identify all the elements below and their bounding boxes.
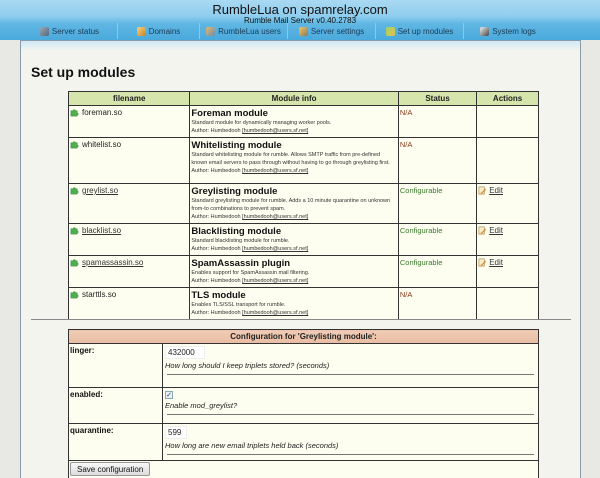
table-row — [69, 288, 539, 320]
config-rule — [167, 374, 534, 375]
module-title: Foreman module — [191, 108, 268, 119]
module-author: Author: Humbedooh [humbedooh@users.sf.net] — [191, 278, 309, 284]
filename-link[interactable]: greylist.so — [82, 186, 119, 195]
filename-link[interactable]: spamassassin.so — [82, 258, 144, 267]
edit-label: Edit — [489, 226, 503, 235]
site-subtitle: Rumble Mail Server v0.40.2783 — [243, 16, 357, 25]
nav-rumblelua-users[interactable] — [200, 23, 288, 39]
site-title: RumbleLua on spamrelay.com — [212, 2, 388, 17]
status-cell — [398, 256, 476, 288]
author-email-link[interactable]: [humbedooh@users.sf.net] — [242, 128, 309, 134]
config-value-cell — [163, 388, 539, 424]
nav-server-settings[interactable] — [288, 23, 376, 39]
modules-table — [68, 91, 539, 320]
status-cell — [398, 106, 476, 138]
module-description: Standard whitelisting module for rumble. Allows SMTP traffic from pre-defined known email servers to pass through without having to go through greylisting first. — [191, 152, 390, 166]
users-icon — [206, 27, 215, 36]
filename-cell — [69, 106, 190, 138]
edit-button[interactable] — [478, 258, 503, 267]
module-author: Author: Humbedooh [humbedooh@users.sf.net] — [191, 128, 309, 134]
author-email-link[interactable]: [humbedooh@users.sf.net] — [242, 214, 309, 220]
actions-cell — [477, 256, 539, 288]
config-label: linger: — [69, 344, 163, 388]
modules-table-header — [69, 92, 539, 106]
table-row — [69, 138, 539, 184]
module-info-cell — [190, 256, 399, 288]
config-row-linger — [69, 344, 539, 388]
actions-cell — [477, 288, 539, 320]
nav-label: Domains — [148, 26, 181, 36]
config-actions-cell — [69, 461, 539, 478]
nav-domains[interactable] — [118, 23, 200, 39]
nav-label: RumbleLua users — [218, 26, 281, 36]
edit-label: Edit — [489, 186, 503, 195]
module-info-cell — [190, 106, 399, 138]
status-cell — [398, 138, 476, 184]
config-rule — [167, 414, 534, 415]
actions-cell — [477, 184, 539, 224]
status-text: N/A — [399, 140, 413, 149]
module-info-cell — [190, 288, 399, 320]
author-email-link[interactable]: [humbedooh@users.sf.net] — [242, 310, 309, 316]
puzzle-piece-icon — [70, 290, 79, 299]
module-description: Standard blacklisting module for rumble. — [191, 238, 290, 244]
puzzle-piece-icon — [70, 226, 79, 235]
edit-label: Edit — [489, 258, 503, 267]
config-row-quarantine — [69, 424, 539, 461]
module-author: Author: Humbedooh [humbedooh@users.sf.net] — [191, 214, 309, 220]
module-description: Enables support for SpamAssassin mail filtering. — [191, 270, 310, 276]
config-value-cell — [163, 344, 539, 388]
config-table — [68, 329, 539, 478]
puzzle-piece-icon — [70, 258, 79, 267]
col-status: Status — [398, 92, 476, 106]
module-author: Author: Humbedooh [humbedooh@users.sf.net] — [191, 168, 309, 174]
config-value-cell — [163, 424, 539, 461]
edit-icon — [478, 258, 487, 267]
nav-set-up-modules[interactable] — [376, 23, 464, 39]
config-row-actions — [69, 461, 539, 478]
config-help: Enable mod_greylist? — [165, 401, 238, 410]
nav-label: Server settings — [310, 26, 365, 36]
nav-system-logs[interactable] — [464, 23, 552, 39]
content-frame — [20, 40, 581, 478]
table-row — [69, 106, 539, 138]
author-email-link[interactable]: [humbedooh@users.sf.net] — [242, 278, 309, 284]
config-rule — [167, 454, 534, 455]
col-filename: filename — [69, 92, 190, 106]
actions-cell — [477, 224, 539, 256]
module-title: Greylisting module — [191, 186, 278, 197]
table-row — [69, 256, 539, 288]
frame-top-gradient — [21, 41, 580, 51]
col-actions: Actions — [477, 92, 539, 106]
server-status-icon — [40, 27, 49, 36]
filename-cell — [69, 184, 190, 224]
author-email-link[interactable]: [humbedooh@users.sf.net] — [242, 168, 309, 174]
config-header: Configuration for 'Greylisting module': — [69, 330, 539, 344]
module-info-cell — [190, 138, 399, 184]
filename-link[interactable]: blacklist.so — [82, 226, 122, 235]
status-cell — [398, 224, 476, 256]
linger-input[interactable] — [165, 346, 205, 359]
enabled-checkbox[interactable]: ✓ — [166, 392, 172, 399]
home-icon — [137, 27, 146, 36]
quarantine-input[interactable] — [165, 426, 187, 439]
page-title: Set up modules — [31, 64, 136, 80]
actions-cell — [477, 138, 539, 184]
nav-label: Set up modules — [397, 26, 454, 36]
filename-cell — [69, 256, 190, 288]
filename-cell — [69, 288, 190, 320]
modules-icon — [386, 27, 395, 36]
config-row-enabled — [69, 388, 539, 424]
filename: foreman.so — [82, 108, 123, 117]
filename-cell — [69, 224, 190, 256]
edit-icon — [478, 186, 487, 195]
status-text: Configurable — [399, 186, 443, 195]
module-title: TLS module — [191, 290, 246, 301]
actions-cell — [477, 106, 539, 138]
status-text: N/A — [399, 290, 413, 299]
nav-server-status[interactable] — [22, 23, 118, 39]
author-email-link[interactable]: [humbedooh@users.sf.net] — [242, 246, 309, 252]
table-row — [69, 184, 539, 224]
edit-icon — [478, 226, 487, 235]
config-help: How long are new email triplets held back (seconds) — [165, 441, 339, 450]
status-cell — [398, 184, 476, 224]
col-module-info: Module info — [190, 92, 399, 106]
filename-cell — [69, 138, 190, 184]
nav-label: System logs — [492, 26, 536, 36]
module-title: SpamAssassin plugin — [191, 258, 291, 269]
save-configuration-button[interactable]: Save configuration — [70, 462, 150, 476]
nav-label: Server status — [51, 26, 100, 36]
puzzle-piece-icon — [70, 186, 79, 195]
status-cell — [398, 288, 476, 320]
status-text: Configurable — [399, 258, 443, 267]
puzzle-piece-icon — [70, 108, 79, 117]
module-title: Whitelisting module — [191, 140, 282, 151]
puzzle-piece-icon — [70, 140, 79, 149]
status-text: Configurable — [399, 226, 443, 235]
module-info-cell — [190, 224, 399, 256]
section-divider — [31, 319, 571, 320]
edit-button[interactable] — [478, 226, 503, 235]
module-author: Author: Humbedooh [humbedooh@users.sf.net] — [191, 246, 309, 252]
module-description: Enables TLS/SSL transport for rumble. — [191, 302, 286, 308]
module-author: Author: Humbedooh [humbedooh@users.sf.net] — [191, 310, 309, 316]
filename: starttls.so — [82, 290, 117, 299]
module-title: Blacklisting module — [191, 226, 282, 237]
module-info-cell — [190, 184, 399, 224]
module-description: Standard module for dynamically managing worker pools. — [191, 120, 332, 126]
filename: whitelist.so — [82, 140, 122, 149]
module-description: Standard greylisting module for rumble. Adds a 10 minute quarantine on unknown from-to combinations to prevent spam. — [191, 198, 391, 212]
settings-icon — [299, 27, 308, 36]
config-label: enabled: — [69, 388, 163, 424]
config-label: quarantine: — [69, 424, 163, 461]
config-help: How long should I keep triplets stored? (seconds) — [165, 361, 330, 370]
logs-icon — [480, 27, 489, 36]
main-nav — [22, 23, 552, 39]
table-row — [69, 224, 539, 256]
status-text: N/A — [399, 108, 413, 117]
edit-button[interactable] — [478, 186, 503, 195]
